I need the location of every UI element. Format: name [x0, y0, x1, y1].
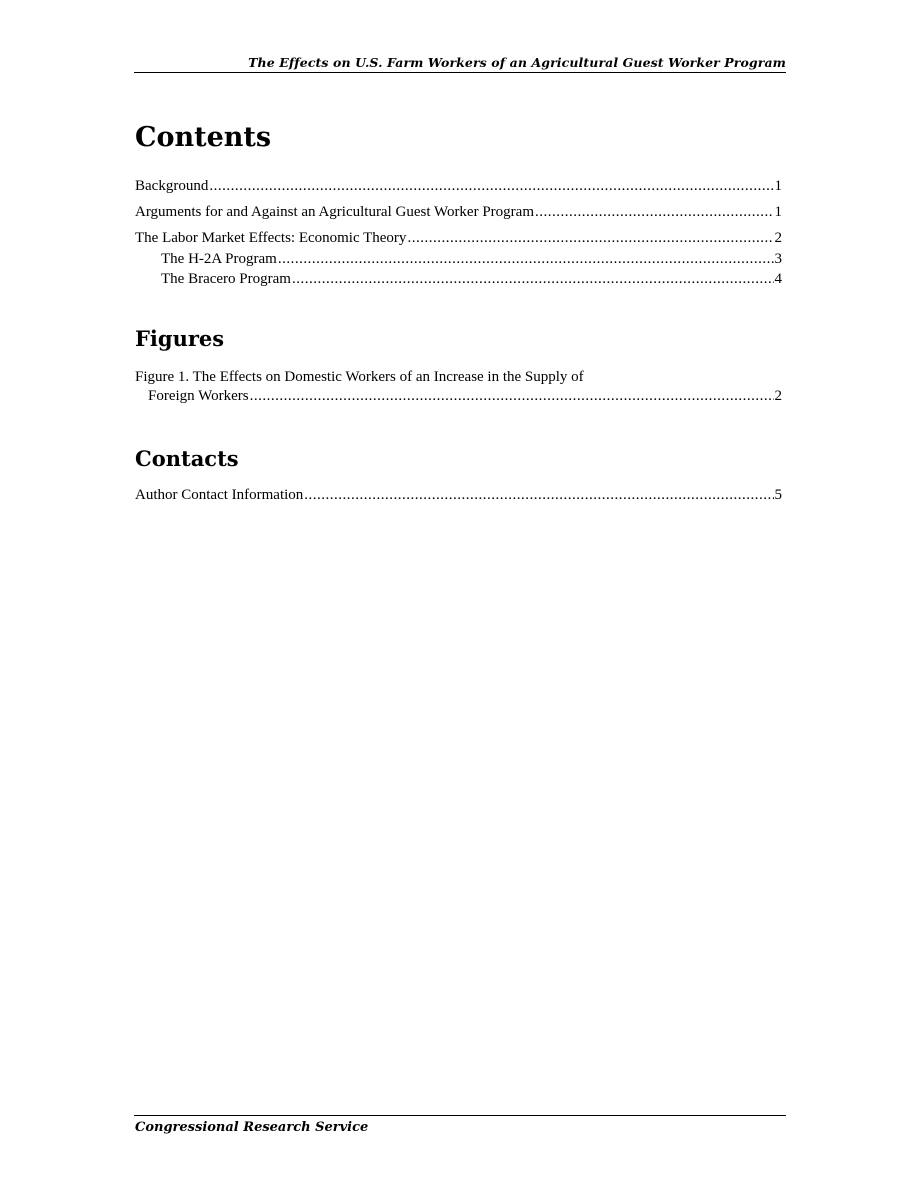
running-header-title: The Effects on U.S. Farm Workers of an Agricultural Guest Worker Program — [248, 55, 786, 70]
toc-entry-title: Background — [135, 178, 209, 194]
toc-entry-arguments[interactable] — [135, 203, 782, 221]
toc-page-number: 5 — [774, 487, 782, 503]
toc-page-number: 1 — [774, 178, 782, 194]
toc-page-number: 2 — [774, 388, 782, 404]
toc-entry-background[interactable] — [135, 177, 782, 195]
footer-rule — [134, 1115, 786, 1116]
toc-entry-title: The Bracero Program — [161, 271, 291, 287]
toc-entry-title: Foreign Workers — [148, 388, 249, 404]
toc-entry-h2a-program[interactable] — [161, 250, 782, 268]
toc-entry-title: The H-2A Program — [161, 251, 277, 267]
toc-page-number: 4 — [774, 271, 782, 287]
toc-leader-dots — [250, 387, 774, 405]
header-rule — [134, 72, 786, 73]
footer-organization: Congressional Research Service — [135, 1120, 369, 1135]
toc-leader-dots — [292, 270, 774, 288]
toc-page-number: 2 — [774, 230, 782, 246]
toc-entry-author-contact[interactable] — [135, 486, 782, 504]
toc-page-number: 3 — [774, 251, 782, 267]
contacts-heading: Contacts — [135, 446, 239, 471]
toc-entry-title: Author Contact Information — [135, 487, 304, 503]
toc-entry-labor-market-effects[interactable] — [135, 229, 782, 247]
toc-entry-title: The Labor Market Effects: Economic Theory — [135, 230, 407, 246]
toc-leader-dots — [278, 250, 774, 268]
toc-entry-figure-1[interactable] — [148, 387, 782, 405]
toc-leader-dots — [304, 486, 773, 504]
figure-entry-title-line1[interactable]: Figure 1. The Effects on Domestic Workers of an Increase in the Supply of — [135, 369, 584, 385]
figures-heading: Figures — [135, 326, 225, 351]
toc-leader-dots — [535, 203, 774, 221]
toc-leader-dots — [209, 177, 773, 195]
toc-entry-bracero-program[interactable] — [161, 270, 782, 288]
toc-leader-dots — [407, 229, 773, 247]
contents-heading: Contents — [135, 122, 272, 153]
toc-entry-title: Arguments for and Against an Agricultural Guest Worker Program — [135, 204, 534, 220]
toc-page-number: 1 — [774, 204, 782, 220]
